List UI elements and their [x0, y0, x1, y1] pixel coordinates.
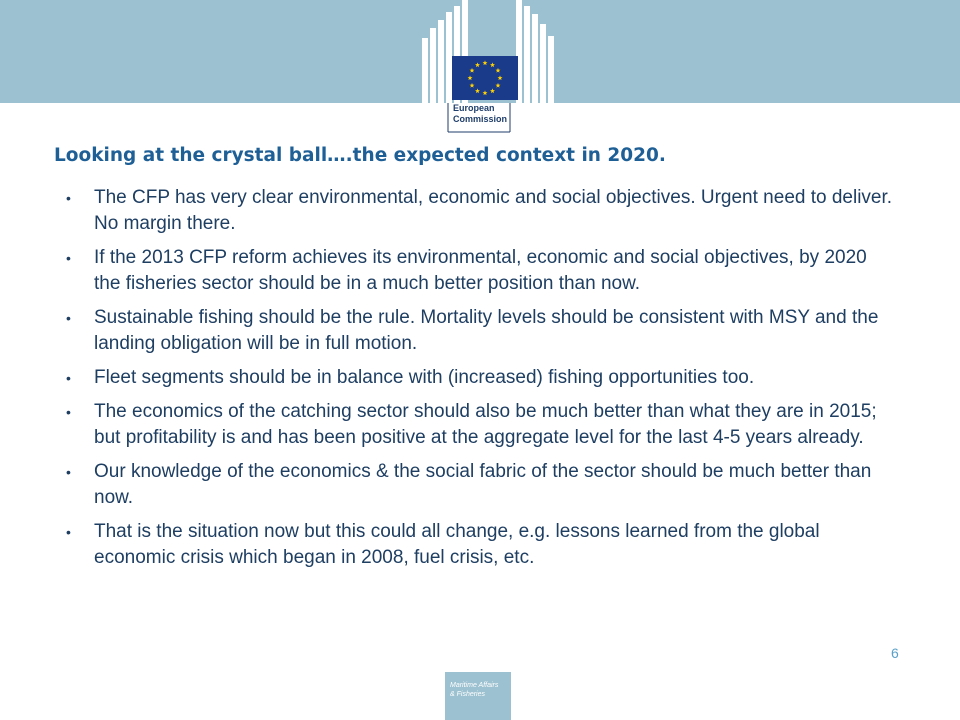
bullet-text: Fleet segments should be in balance with (increased) fishing opportunities too.	[94, 367, 755, 388]
bullet-item	[66, 365, 896, 391]
bullet-text: Our knowledge of the economics & the social fabric of the sector should be much better than now.	[94, 461, 872, 508]
bullet-item	[66, 519, 896, 571]
bullet-text: That is the situation now but this could all change, e.g. lessons learned from the global economic crisis which began in 2008, fuel crisis, etc.	[94, 521, 820, 568]
bullet-text: Sustainable fishing should be the rule. Mortality levels should be consistent with MSY and the landing obligation will be in full motion.	[94, 307, 879, 354]
bullet-list	[66, 185, 896, 579]
bullet-item	[66, 399, 896, 451]
footer-tab-line-2: & Fisheries	[450, 691, 486, 698]
slide-title: Looking at the crystal ball….the expected context in 2020.	[54, 145, 666, 166]
bullet-item	[66, 185, 896, 237]
bullet-icon: •	[66, 190, 71, 206]
bullet-item	[66, 245, 896, 297]
bullet-icon: •	[66, 370, 71, 386]
bullet-item	[66, 459, 896, 511]
bullet-icon: •	[66, 310, 71, 326]
logo-caption	[453, 103, 523, 125]
bullet-text: The economics of the catching sector should also be much better than what they are in 2015; but profitability is and has been positive at the aggregate level for the last 4-5 years already.	[94, 401, 877, 448]
bullet-icon: •	[66, 250, 71, 266]
bullet-icon: •	[66, 404, 71, 420]
footer-tab-line-1: Maritime Affairs	[450, 682, 499, 689]
logo-line-1: European	[453, 103, 495, 113]
page-number: 6	[891, 645, 899, 661]
bullet-item	[66, 305, 896, 357]
bullet-icon: •	[66, 524, 71, 540]
bullet-icon: •	[66, 464, 71, 480]
bullet-text: If the 2013 CFP reform achieves its environmental, economic and social objectives, by 2020 the fisheries sector should be in a much better position than now.	[94, 247, 867, 294]
logo-line-2: Commission	[453, 114, 508, 124]
bullet-text: The CFP has very clear environmental, economic and social objectives. Urgent need to deliver. No margin there.	[94, 187, 893, 234]
footer-tab-caption	[450, 681, 510, 699]
